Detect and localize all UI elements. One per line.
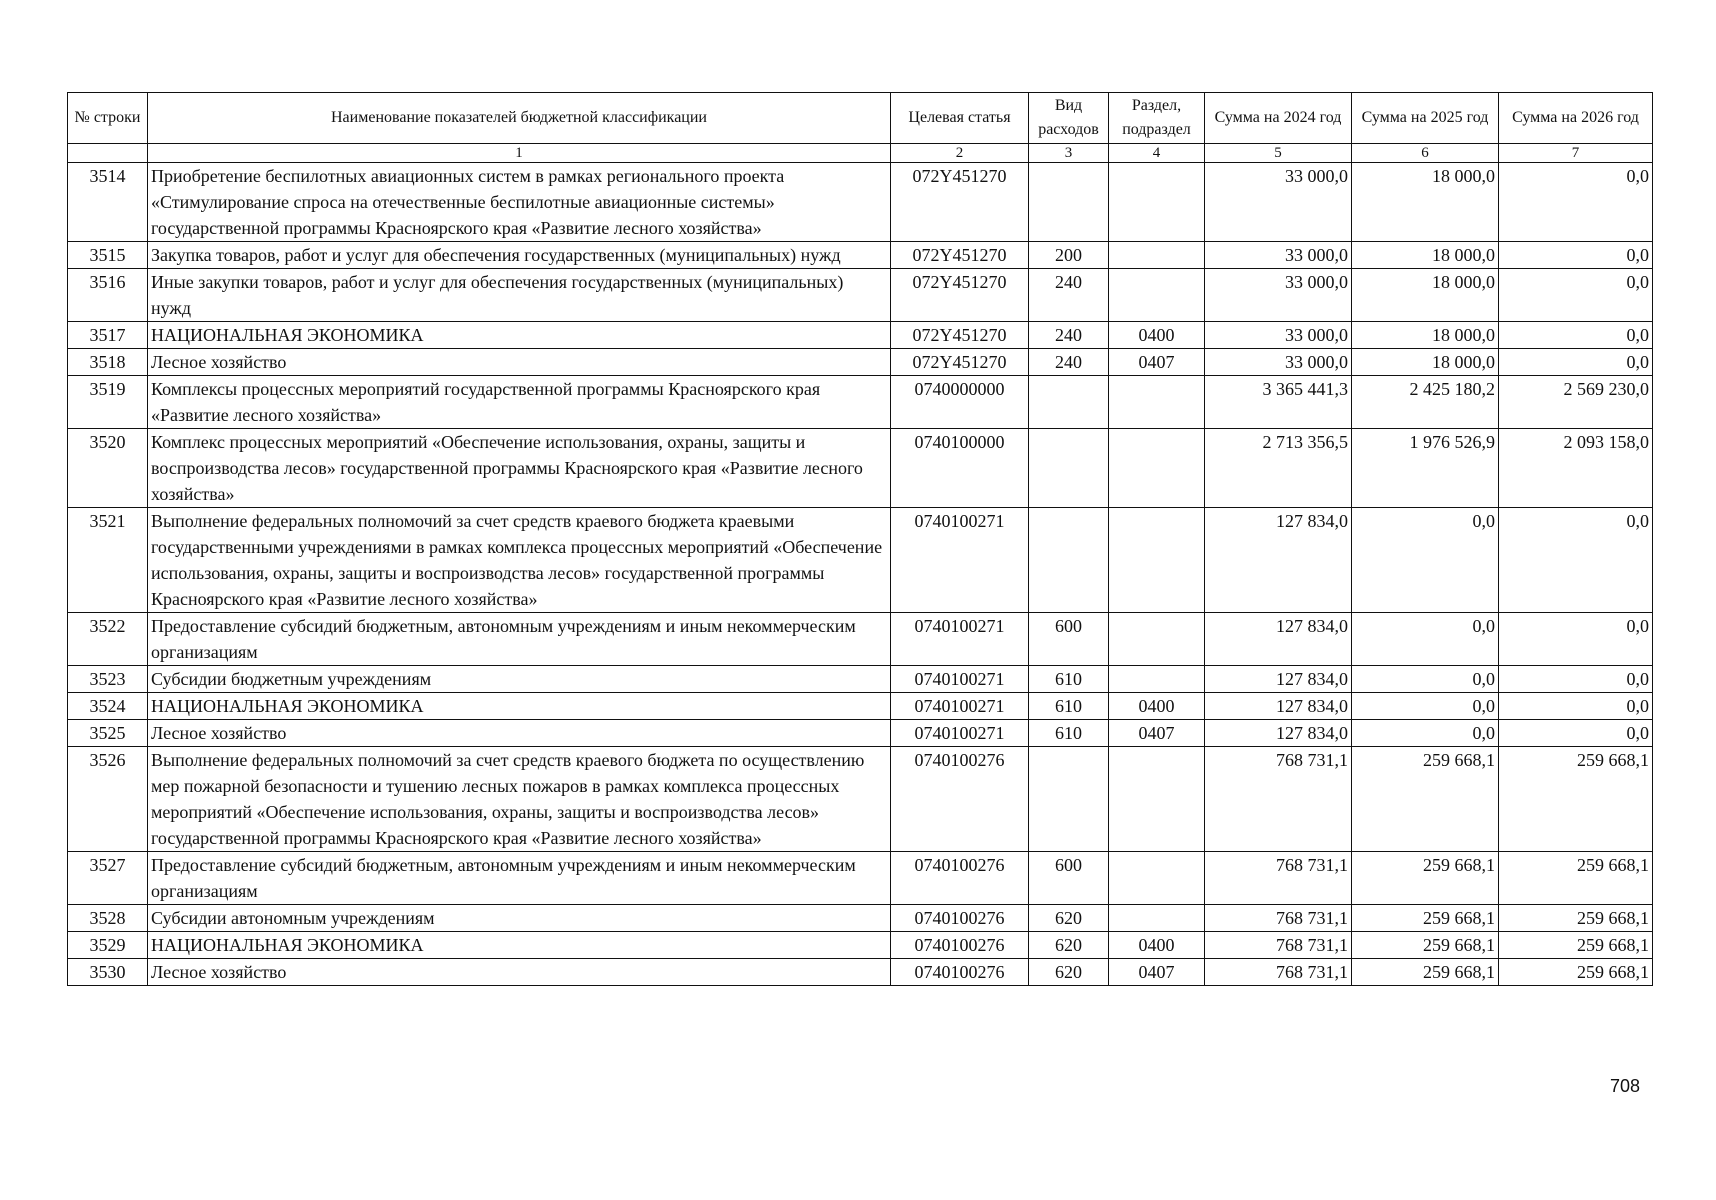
expense-type-cell: 240 [1029, 322, 1109, 349]
section-cell: 0400 [1109, 322, 1205, 349]
target-article-cell: 0740100000 [891, 429, 1029, 508]
table-row [68, 376, 1653, 429]
section-cell [1109, 905, 1205, 932]
sum-2024-cell: 2 713 356,5 [1205, 429, 1352, 508]
sum-2025-cell: 0,0 [1352, 666, 1499, 693]
column-number: 2 [891, 144, 1029, 163]
sum-2024-cell: 127 834,0 [1205, 720, 1352, 747]
column-number [68, 144, 148, 163]
row-number-cell: 3524 [68, 693, 148, 720]
sum-2025-cell: 259 668,1 [1352, 852, 1499, 905]
row-number-cell: 3520 [68, 429, 148, 508]
row-number-cell: 3523 [68, 666, 148, 693]
section-cell [1109, 242, 1205, 269]
sum-2026-cell: 259 668,1 [1499, 932, 1653, 959]
column-number: 6 [1352, 144, 1499, 163]
sum-2025-cell: 259 668,1 [1352, 905, 1499, 932]
sum-2026-cell: 0,0 [1499, 666, 1653, 693]
target-article-cell: 0740100276 [891, 747, 1029, 852]
table-row [68, 429, 1653, 508]
sum-2024-cell: 33 000,0 [1205, 242, 1352, 269]
section-cell: 0407 [1109, 959, 1205, 986]
sum-2024-cell: 3 365 441,3 [1205, 376, 1352, 429]
column-number: 7 [1499, 144, 1653, 163]
header-row [68, 93, 1653, 144]
column-number: 3 [1029, 144, 1109, 163]
expense-type-cell [1029, 376, 1109, 429]
sum-2024-cell: 127 834,0 [1205, 693, 1352, 720]
sum-2026-cell: 0,0 [1499, 349, 1653, 376]
table-row [68, 905, 1653, 932]
row-number-cell: 3515 [68, 242, 148, 269]
sum-2024-cell: 768 731,1 [1205, 747, 1352, 852]
row-number-cell: 3530 [68, 959, 148, 986]
target-article-cell: 072Y451270 [891, 163, 1029, 242]
table-row [68, 720, 1653, 747]
indicator-name-cell: Комплексы процессных мероприятий государственной программы Красноярского края «Развитие лесного хозяйства» [148, 376, 891, 429]
indicator-name-cell: Выполнение федеральных полномочий за счет средств краевого бюджета по осуществлению мер пожарной безопасности и тушению лесных пожаров в рамках комплекса процессных мероприятий «Обеспечение использования, охраны, защиты и воспроизводства лесов» государственной программы Красноярского края «Развитие лесного хозяйства» [148, 747, 891, 852]
expense-type-cell: 620 [1029, 932, 1109, 959]
row-number-cell: 3519 [68, 376, 148, 429]
sum-2025-cell: 18 000,0 [1352, 322, 1499, 349]
indicator-name-cell: Лесное хозяйство [148, 720, 891, 747]
section-cell [1109, 613, 1205, 666]
header-section: Раздел, подраздел [1109, 93, 1205, 144]
target-article-cell: 0740100271 [891, 666, 1029, 693]
header-row-number: № строки [68, 93, 148, 144]
section-cell [1109, 852, 1205, 905]
table-row [68, 242, 1653, 269]
column-number: 4 [1109, 144, 1205, 163]
indicator-name-cell: Иные закупки товаров, работ и услуг для обеспечения государственных (муниципальных) нужд [148, 269, 891, 322]
expense-type-cell [1029, 163, 1109, 242]
sum-2024-cell: 33 000,0 [1205, 322, 1352, 349]
indicator-name-cell: Предоставление субсидий бюджетным, автономным учреждениям и иным некоммерческим организациям [148, 852, 891, 905]
section-cell [1109, 163, 1205, 242]
target-article-cell: 0740100276 [891, 959, 1029, 986]
expense-type-cell [1029, 508, 1109, 613]
header-name: Наименование показателей бюджетной классификации [148, 93, 891, 144]
expense-type-cell: 620 [1029, 905, 1109, 932]
sum-2025-cell: 18 000,0 [1352, 163, 1499, 242]
table-row [68, 959, 1653, 986]
table-row [68, 269, 1653, 322]
table-row [68, 852, 1653, 905]
sum-2025-cell: 259 668,1 [1352, 959, 1499, 986]
column-number-row [68, 144, 1653, 163]
expense-type-cell: 240 [1029, 349, 1109, 376]
table-body [68, 163, 1653, 986]
sum-2025-cell: 0,0 [1352, 693, 1499, 720]
sum-2024-cell: 768 731,1 [1205, 932, 1352, 959]
section-cell [1109, 508, 1205, 613]
indicator-name-cell: Лесное хозяйство [148, 959, 891, 986]
row-number-cell: 3514 [68, 163, 148, 242]
section-cell: 0407 [1109, 349, 1205, 376]
header-target-article: Целевая статья [891, 93, 1029, 144]
sum-2025-cell: 0,0 [1352, 720, 1499, 747]
target-article-cell: 0740100276 [891, 852, 1029, 905]
row-number-cell: 3522 [68, 613, 148, 666]
sum-2024-cell: 127 834,0 [1205, 666, 1352, 693]
indicator-name-cell: НАЦИОНАЛЬНАЯ ЭКОНОМИКА [148, 693, 891, 720]
indicator-name-cell: Лесное хозяйство [148, 349, 891, 376]
indicator-name-cell: Субсидии бюджетным учреждениям [148, 666, 891, 693]
row-number-cell: 3517 [68, 322, 148, 349]
sum-2024-cell: 768 731,1 [1205, 959, 1352, 986]
column-number: 5 [1205, 144, 1352, 163]
section-cell: 0400 [1109, 932, 1205, 959]
target-article-cell: 0740100276 [891, 932, 1029, 959]
table-row [68, 693, 1653, 720]
section-cell [1109, 376, 1205, 429]
sum-2025-cell: 259 668,1 [1352, 932, 1499, 959]
budget-table [67, 92, 1653, 986]
target-article-cell: 0740100271 [891, 508, 1029, 613]
sum-2026-cell: 0,0 [1499, 613, 1653, 666]
expense-type-cell: 610 [1029, 693, 1109, 720]
sum-2024-cell: 768 731,1 [1205, 905, 1352, 932]
sum-2026-cell: 0,0 [1499, 163, 1653, 242]
sum-2024-cell: 768 731,1 [1205, 852, 1352, 905]
sum-2026-cell: 259 668,1 [1499, 905, 1653, 932]
sum-2024-cell: 33 000,0 [1205, 349, 1352, 376]
section-cell [1109, 429, 1205, 508]
indicator-name-cell: Предоставление субсидий бюджетным, автономным учреждениям и иным некоммерческим организациям [148, 613, 891, 666]
sum-2025-cell: 18 000,0 [1352, 349, 1499, 376]
sum-2025-cell: 259 668,1 [1352, 747, 1499, 852]
section-cell [1109, 747, 1205, 852]
table-row [68, 508, 1653, 613]
target-article-cell: 0740100271 [891, 720, 1029, 747]
target-article-cell: 072Y451270 [891, 349, 1029, 376]
table-row [68, 613, 1653, 666]
expense-type-cell [1029, 747, 1109, 852]
sum-2024-cell: 127 834,0 [1205, 613, 1352, 666]
sum-2026-cell: 0,0 [1499, 322, 1653, 349]
expense-type-cell: 240 [1029, 269, 1109, 322]
sum-2026-cell: 2 569 230,0 [1499, 376, 1653, 429]
expense-type-cell: 610 [1029, 720, 1109, 747]
sum-2026-cell: 0,0 [1499, 720, 1653, 747]
table-row [68, 322, 1653, 349]
sum-2025-cell: 0,0 [1352, 613, 1499, 666]
expense-type-cell: 600 [1029, 613, 1109, 666]
sum-2024-cell: 33 000,0 [1205, 269, 1352, 322]
expense-type-cell: 600 [1029, 852, 1109, 905]
row-number-cell: 3518 [68, 349, 148, 376]
row-number-cell: 3526 [68, 747, 148, 852]
header-sum-2024: Сумма на 2024 год [1205, 93, 1352, 144]
sum-2026-cell: 259 668,1 [1499, 852, 1653, 905]
row-number-cell: 3516 [68, 269, 148, 322]
header-sum-2025: Сумма на 2025 год [1352, 93, 1499, 144]
sum-2025-cell: 2 425 180,2 [1352, 376, 1499, 429]
target-article-cell: 0740100276 [891, 905, 1029, 932]
indicator-name-cell: Выполнение федеральных полномочий за счет средств краевого бюджета краевыми государственными учреждениями в рамках комплекса процессных мероприятий «Обеспечение использования, охраны, защиты и воспроизводства лесов» государственной программы Красноярского края «Развитие лесного хозяйства» [148, 508, 891, 613]
sum-2026-cell: 0,0 [1499, 242, 1653, 269]
sum-2026-cell: 0,0 [1499, 693, 1653, 720]
sum-2025-cell: 18 000,0 [1352, 242, 1499, 269]
row-number-cell: 3529 [68, 932, 148, 959]
target-article-cell: 0740100271 [891, 613, 1029, 666]
indicator-name-cell: Субсидии автономным учреждениям [148, 905, 891, 932]
section-cell: 0400 [1109, 693, 1205, 720]
expense-type-cell: 200 [1029, 242, 1109, 269]
expense-type-cell: 620 [1029, 959, 1109, 986]
page-number: 708 [1609, 1076, 1640, 1096]
target-article-cell: 0740100271 [891, 693, 1029, 720]
sum-2026-cell: 259 668,1 [1499, 747, 1653, 852]
expense-type-cell [1029, 429, 1109, 508]
row-number-cell: 3527 [68, 852, 148, 905]
header-sum-2026: Сумма на 2026 год [1499, 93, 1653, 144]
sum-2025-cell: 18 000,0 [1352, 269, 1499, 322]
target-article-cell: 0740000000 [891, 376, 1029, 429]
table-row [68, 666, 1653, 693]
sum-2025-cell: 1 976 526,9 [1352, 429, 1499, 508]
indicator-name-cell: Закупка товаров, работ и услуг для обеспечения государственных (муниципальных) нужд [148, 242, 891, 269]
row-number-cell: 3521 [68, 508, 148, 613]
table-row [68, 747, 1653, 852]
sum-2024-cell: 127 834,0 [1205, 508, 1352, 613]
target-article-cell: 072Y451270 [891, 322, 1029, 349]
table-row [68, 932, 1653, 959]
indicator-name-cell: НАЦИОНАЛЬНАЯ ЭКОНОМИКА [148, 322, 891, 349]
target-article-cell: 072Y451270 [891, 269, 1029, 322]
sum-2025-cell: 0,0 [1352, 508, 1499, 613]
sum-2024-cell: 33 000,0 [1205, 163, 1352, 242]
column-number: 1 [148, 144, 891, 163]
table-row [68, 349, 1653, 376]
sum-2026-cell: 259 668,1 [1499, 959, 1653, 986]
sum-2026-cell: 0,0 [1499, 508, 1653, 613]
expense-type-cell: 610 [1029, 666, 1109, 693]
indicator-name-cell: НАЦИОНАЛЬНАЯ ЭКОНОМИКА [148, 932, 891, 959]
target-article-cell: 072Y451270 [891, 242, 1029, 269]
row-number-cell: 3528 [68, 905, 148, 932]
sum-2026-cell: 2 093 158,0 [1499, 429, 1653, 508]
section-cell: 0407 [1109, 720, 1205, 747]
sum-2026-cell: 0,0 [1499, 269, 1653, 322]
indicator-name-cell: Приобретение беспилотных авиационных систем в рамках регионального проекта «Стимулирование спроса на отечественные беспилотные авиационные системы» государственной программы Красноярского края «Развитие лесного хозяйства» [148, 163, 891, 242]
row-number-cell: 3525 [68, 720, 148, 747]
table-row [68, 163, 1653, 242]
section-cell [1109, 666, 1205, 693]
header-expense-type: Вид расходов [1029, 93, 1109, 144]
indicator-name-cell: Комплекс процессных мероприятий «Обеспечение использования, охраны, защиты и воспроизводства лесов» государственной программы Красноярского края «Развитие лесного хозяйства» [148, 429, 891, 508]
section-cell [1109, 269, 1205, 322]
